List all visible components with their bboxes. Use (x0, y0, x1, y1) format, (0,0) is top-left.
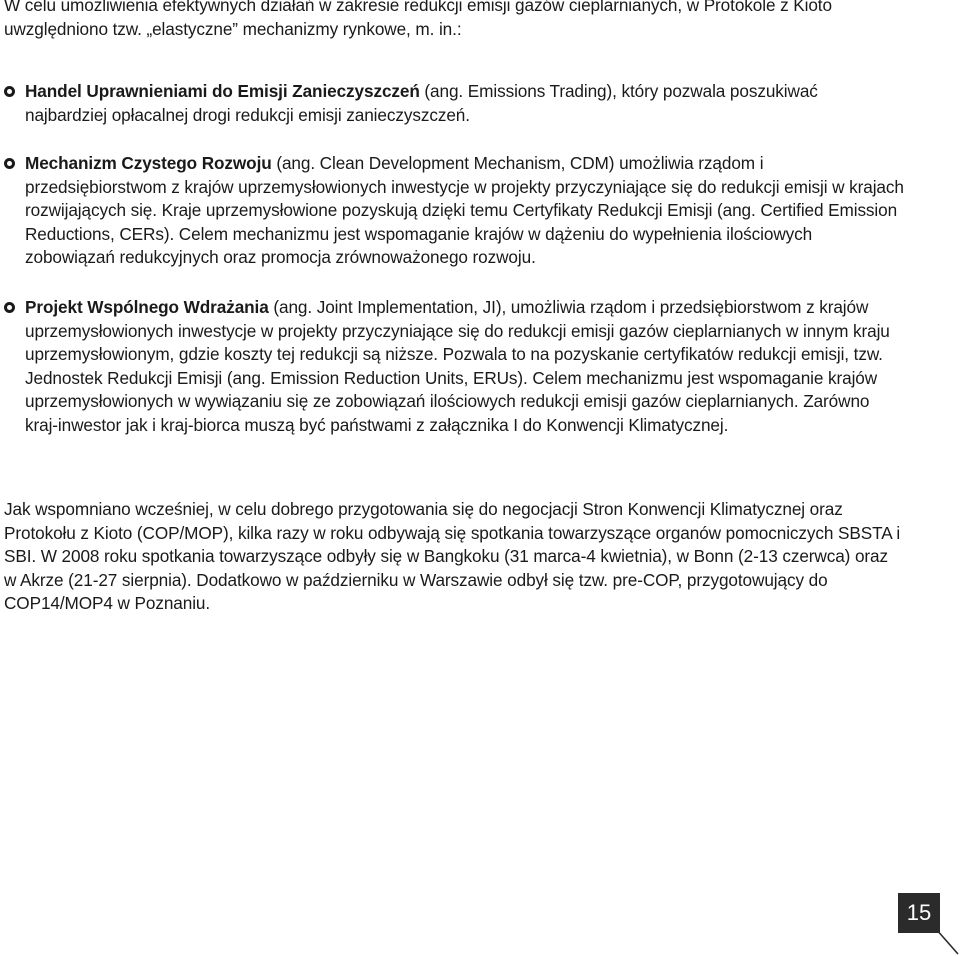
list-item-term: Handel Uprawnieniami do Emisji Zanieczyszczeń (25, 81, 420, 101)
list-item-text (25, 152, 904, 270)
closing-paragraph: Jak wspomniano wcześniej, w celu dobrego przygotowania się do negocjacji Stron Konwencji Klimatycznej oraz Protokołu z Kioto (COP/MOP), kilka razy w roku odbywają się spotkania towarzyszące organów pomocniczych SBSTA i SBI. W 2008 roku spotkania towarzyszące odbyły się w Bangkoku (31 marca-4 kwietnia), w Bonn (2-13 czerwca) oraz w Akrze (21-27 sierpnia). Dodatkowo w październiku w Warszawie odbył się tzw. pre-COP, przygotowujący do COP14/MOP4 w Poznaniu. (4, 499, 901, 613)
list-item-term: Mechanizm Czystego Rozwoju (25, 153, 272, 173)
ring-bullet-icon (4, 86, 15, 97)
list-item-term: Projekt Wspólnego Wdrażania (25, 297, 269, 317)
ring-bullet-icon (4, 302, 15, 313)
list-item-text (25, 296, 904, 437)
list-item-description: (ang. Joint Implementation, JI), umożliwia rządom i przedsiębiorstwom z krajów uprzemysłowionych inwestycje w projekty przyczyniające się do redukcji emisji gazów cieplarnianych w innym kraju uprzemysłowionym, gdzie koszty tej redukcji są niższe. Pozwala to na pozyskanie certyfikatów redukcji emisji, tzw. Jednostek Redukcji Emisji (ang. Emission Reduction Units, ERUs). Celem mechanizmu jest wspomaganie krajów uprzemysłowionych w wywiązaniu się ze zobowiązań ilościowych redukcji emisji gazów cieplarnianych. Zarówno kraj-inwestor jak i kraj-biorca muszą być państwami z załącznika I do Konwencji Klimatycznej. (25, 297, 890, 435)
ring-bullet-icon (4, 158, 15, 169)
intro-paragraph: W celu umożliwienia efektywnych działań w zakresie redukcji emisji gazów cieplarnianych, w Protokole z Kioto uwzględniono tzw. „elastyczne” mechanizmy rynkowe, m. in.: (4, 0, 832, 39)
list-item-joint-implementation (4, 296, 904, 437)
list-item-description: (ang. Clean Development Mechanism, CDM) umożliwia rządom i przedsiębiorstwom z krajów uprzemysłowionych inwestycje w projekty przyczyniające się do redukcji emisji w krajach rozwijających się. Kraje uprzemysłowione pozyskują dzięki temu Certyfikaty Redukcji Emisji (ang. Certified Emission Reductions, CERs). Celem mechanizmu jest wspomaganie krajów w dążeniu do wypełnienia ilościowych zobowiązań redukcyjnych oraz promocja zrównoważonego rozwoju. (25, 153, 904, 267)
list-item-description: (ang. Emissions Trading), który pozwala poszukiwać najbardziej opłacalnej drogi redukcji emisji zanieczyszczeń. (25, 81, 818, 125)
list-item-emissions-trading (4, 80, 904, 127)
list-item-clean-development (4, 152, 904, 270)
page-number: 15 (906, 900, 932, 925)
list-item-text (25, 80, 904, 127)
page-number-badge (896, 891, 960, 956)
